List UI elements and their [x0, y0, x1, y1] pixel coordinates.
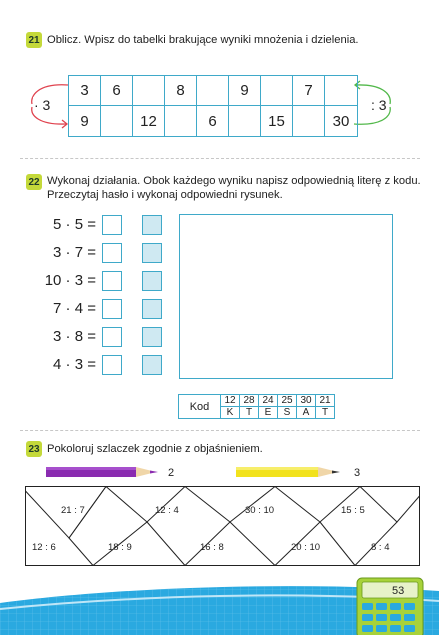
letter-box-2[interactable]	[142, 243, 162, 263]
equation-5: 3 · 8 =	[53, 328, 96, 345]
equation-3: 10 · 3 =	[44, 272, 96, 289]
code-number: 21	[316, 395, 335, 407]
table-cell-bottom-2[interactable]	[101, 106, 133, 136]
pattern-cell-7[interactable]: 16 : 8	[200, 542, 224, 553]
drawing-area[interactable]	[179, 214, 393, 379]
code-table	[178, 394, 335, 419]
table-cell-top-3[interactable]	[133, 76, 165, 106]
answer-box-3[interactable]	[102, 271, 122, 291]
table-cell-top-2[interactable]: 6	[101, 76, 133, 106]
table-cell-bottom-9[interactable]: 30	[332, 112, 350, 130]
task-23-instruction: Pokoloruj szlaczek zgodnie z objaśnieniem.	[47, 443, 263, 455]
table-cell-bottom-7[interactable]: 15	[261, 106, 293, 136]
table-cell-bottom-8[interactable]	[293, 106, 325, 136]
pattern-border	[25, 486, 420, 566]
code-number: 12	[221, 395, 240, 407]
code-letter: T	[240, 407, 259, 419]
table-cell-top-9[interactable]	[325, 76, 357, 106]
multiplication-table	[68, 75, 358, 137]
table-cell-bottom-4[interactable]	[165, 106, 197, 136]
calculator-icon	[356, 577, 424, 635]
divider	[20, 430, 420, 431]
task-21-number: 21	[26, 32, 42, 48]
code-number: 24	[259, 395, 278, 407]
table-cell-bottom-5[interactable]: 6	[197, 106, 229, 136]
table-cell-top-1[interactable]: 3	[69, 76, 101, 106]
task-23-number: 23	[26, 441, 42, 457]
code-letter: T	[316, 407, 335, 419]
task-21-instruction: Oblicz. Wpisz do tabelki brakujące wyniki mnożenia i dzielenia.	[47, 34, 359, 46]
pattern-cell-5[interactable]: 12 : 6	[32, 542, 56, 553]
purple-pencil-icon	[46, 465, 166, 479]
yellow-pencil-icon	[236, 465, 346, 479]
code-letter: S	[278, 407, 297, 419]
answer-box-1[interactable]	[102, 215, 122, 235]
code-letter: A	[297, 407, 316, 419]
table-cell-bottom-6[interactable]	[229, 106, 261, 136]
letter-box-5[interactable]	[142, 327, 162, 347]
letter-box-3[interactable]	[142, 271, 162, 291]
pattern-cell-1[interactable]: 21 : 7	[61, 505, 85, 516]
pattern-cell-8[interactable]: 20 : 10	[291, 542, 321, 553]
equation-6: 4 · 3 =	[53, 356, 96, 373]
table-cell-top-4[interactable]: 8	[165, 76, 197, 106]
purple-pencil-label: 2	[168, 467, 175, 479]
table-cell-bottom-3[interactable]: 12	[133, 106, 165, 136]
pattern-cell-6[interactable]: 18 : 9	[108, 542, 132, 553]
letter-box-1[interactable]	[142, 215, 162, 235]
task-22-number: 22	[26, 174, 42, 190]
pattern-cell-3[interactable]: 30 : 10	[245, 505, 275, 516]
table-cell-top-7[interactable]	[261, 76, 293, 106]
answer-box-2[interactable]	[102, 243, 122, 263]
page-number: 53	[392, 585, 405, 597]
code-number: 28	[240, 395, 259, 407]
answer-box-6[interactable]	[102, 355, 122, 375]
table-cell-bottom-1[interactable]: 9	[69, 106, 101, 136]
pattern-cell-4[interactable]: 15 : 5	[341, 505, 365, 516]
letter-box-4[interactable]	[142, 299, 162, 319]
equation-2: 3 · 7 =	[53, 244, 96, 261]
table-cell-top-8[interactable]: 7	[293, 76, 325, 106]
pattern-cell-2[interactable]: 12 : 4	[155, 505, 179, 516]
answer-box-4[interactable]	[102, 299, 122, 319]
divider	[20, 158, 420, 159]
code-letter: E	[259, 407, 278, 419]
table-cell-top-5[interactable]	[197, 76, 229, 106]
right-operator-label: : 3	[371, 97, 387, 113]
code-number: 25	[278, 395, 297, 407]
code-label: Kod	[179, 395, 221, 419]
pattern-cell-9[interactable]: 8 : 4	[371, 542, 390, 553]
task-22-instruction-line1: Wykonaj działania. Obok każdego wyniku napisz odpowiednią literę z kodu.	[47, 175, 421, 187]
code-letter: K	[221, 407, 240, 419]
task-22-instruction-line2: Przeczytaj hasło i wykonaj odpowiedni rysunek.	[47, 189, 283, 201]
answer-box-5[interactable]	[102, 327, 122, 347]
yellow-pencil-label: 3	[354, 467, 361, 479]
equation-1: 5 · 5 =	[53, 216, 96, 233]
letter-box-6[interactable]	[142, 355, 162, 375]
equation-4: 7 · 4 =	[53, 300, 96, 317]
code-number: 30	[297, 395, 316, 407]
left-operator-label: · 3	[34, 97, 51, 113]
table-cell-top-6[interactable]: 9	[229, 76, 261, 106]
